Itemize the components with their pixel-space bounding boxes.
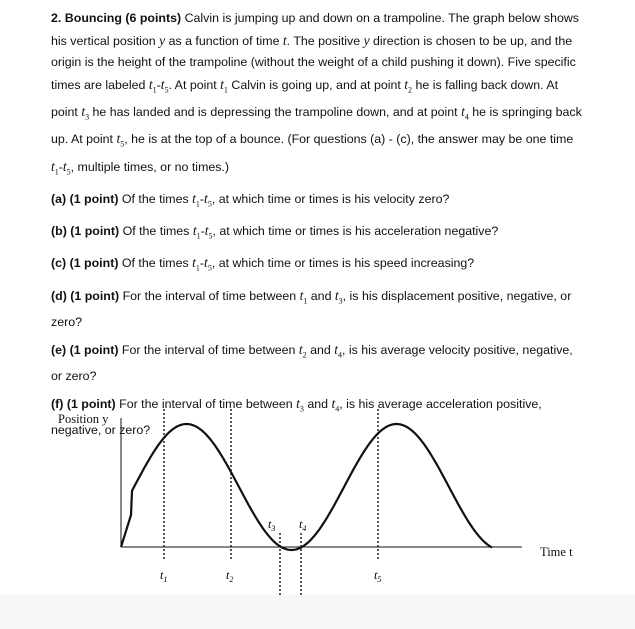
marker-label-t5: $t_5$ (374, 568, 382, 584)
position-curve (121, 424, 492, 550)
math-symbol: $t_5$ (160, 76, 169, 95)
math-symbol: $t_1$ (51, 158, 59, 177)
math-symbol: $t_1$ (192, 255, 200, 274)
math-symbol: $t_5$ (204, 223, 213, 241)
math-symbol: t (282, 32, 287, 48)
question-c (51, 252, 586, 279)
math-symbol: $t_4$ (334, 341, 342, 360)
question-c-label: (c) (1 point) (51, 256, 119, 271)
math-symbol: $t_3$ (334, 287, 343, 306)
math-symbol: $t_3$ (81, 104, 90, 122)
math-symbol: $t_1$ (192, 223, 201, 241)
question-e-label: (e) (1 point) (51, 342, 119, 357)
question-e-text: For the interval of time between $t_2$ and $t_4$, is his average velocity positive, negative, or zero? (51, 341, 573, 383)
math-symbol: $t_4$ (331, 395, 340, 414)
problem-intro (51, 8, 586, 183)
question-b-label: (b) (1 point) (51, 224, 120, 239)
math-symbol: $t_4$ (461, 104, 469, 122)
intro-body: Calvin is jumping up and down on a trampoline. The graph below shows his vertical position y as a function of time t. The positive y direction is chosen to be up, and the origin is the height of the trampoline (without the weight of a child pushing it down). Five specific times are labeled $t_1-t_5$. At point $t_1$ Calvin is going up, and at point $t_2$ he is falling back down. At point $t_3$ he has landed and is depressing the trampoline down, and at point $t_4$ he is springing back up. At point $t_5$, he is at the top of a bounce. (For questions (a) - (c), the answer may be one time $t_1-t_5$, multiple times, or no times.) (51, 11, 582, 177)
question-a-text: Of the times $t_1-t_5$, at which time or times is his velocity zero? (118, 190, 450, 209)
position-time-graph (0, 395, 635, 605)
marker-label-t1: $t_1$ (160, 568, 168, 584)
marker-label-t2: $t_2$ (226, 568, 234, 584)
x-axis-label: Time t (540, 545, 573, 559)
problem-text (51, 8, 586, 446)
math-symbol: y (159, 32, 166, 48)
math-symbol: $t_5$ (62, 158, 71, 177)
marker-label-t3: $t_3$ (268, 517, 276, 533)
question-b-text: Of the times $t_1-t_5$, at which time or times is his acceleration negative? (119, 223, 499, 241)
math-symbol: $t_1$ (192, 190, 200, 209)
math-symbol: $t_2$ (404, 76, 413, 95)
problem-number: 2. (51, 11, 62, 25)
question-b (51, 220, 586, 247)
math-symbol: $t_1$ (220, 76, 228, 95)
math-symbol: $t_5$ (204, 255, 212, 274)
page-footer-strip (0, 595, 635, 629)
math-symbol: y (363, 32, 370, 48)
question-d (51, 285, 586, 334)
math-symbol: $t_5$ (204, 190, 212, 209)
question-d-text: For the interval of time between $t_1$ and $t_3$, is his displacement positive, negative, or zero? (51, 287, 572, 330)
y-axis-label: Position y (58, 412, 109, 426)
question-f-text: For the interval of time between $t_3$ and $t_4$, is his average acceleration positive, negative, or zero? (51, 395, 542, 437)
math-symbol: $t_1$ (148, 76, 157, 95)
question-f-label: (f) (1 point) (51, 396, 116, 411)
math-symbol: $t_2$ (298, 341, 307, 360)
question-a-label: (a) (1 point) (51, 191, 119, 206)
math-symbol: $t_5$ (116, 131, 125, 150)
math-symbol: $t_1$ (299, 287, 308, 306)
marker-label-t4: $t_4$ (299, 517, 307, 533)
question-c-text: Of the times $t_1-t_5$, at which time or times is his speed increasing? (118, 255, 475, 274)
math-symbol: $t_3$ (296, 395, 304, 414)
question-d-label: (d) (1 point) (51, 288, 120, 303)
question-a (51, 188, 586, 215)
question-e (51, 339, 586, 388)
problem-title: Bouncing (6 points) (64, 11, 182, 25)
